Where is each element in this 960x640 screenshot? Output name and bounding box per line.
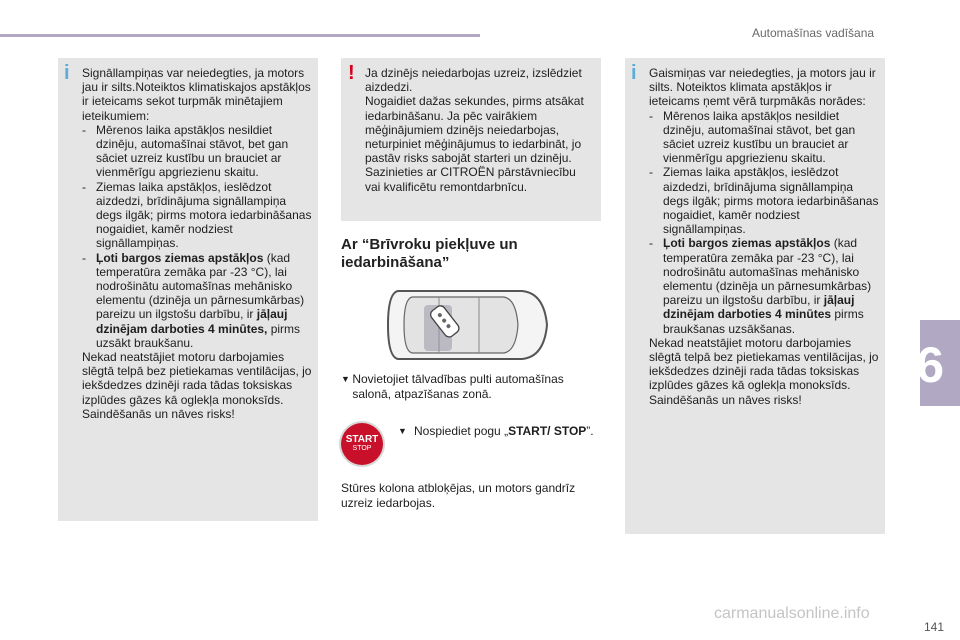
list-item: - Ziemas laika apstākļos, ieslēdzot aizdedzi, brīdinājuma signāllampiņa degs ilgāk; pirms motora iedarbināšanas nogaidiet, kamēr nodziest signāllampiņas. [649,165,879,237]
warning-box [341,58,601,221]
warning-line: Sazinieties ar CITROËN pārstāvniecību vai kvalificētu remontdarbnīcu. [365,165,576,194]
stop-label: STOP [352,445,372,452]
arrow-bullet-icon: ▼ [341,374,350,384]
intro-text: Gaismiņas var neiedegties, ja motors jau ir silts. Noteiktos klimata apstākļos ir ieteicams ņemt vērā turpmākās norādes: [649,66,876,109]
info-icon: i [631,62,637,84]
start-stop-button-icon [341,423,383,465]
section-title: Automašīnas vadīšana [752,26,875,40]
page-number: 141 [923,620,944,634]
list-item: - Ziemas laika apstākļos, ieslēdzot aizdedzi, brīdinājuma signāllampiņa degs ilgāk; pirms motora iedarbināšanas nogaidiet, kamēr nodziest signāllampiņas. [82,179,312,251]
step-1: ▼ Novietojiet tālvadības pulti automašīnas salonā, atpazīšanas zonā. [341,372,564,401]
header-bar [0,34,480,37]
intro-text: Signāllampiņas var neiedegties, ja motors jau ir silts.Noteiktos klimatiskajos apstākļos ir ieteicams sekot turpmāk minētajiem ieteikumiem: [82,66,311,123]
info-box-left [58,58,318,521]
info-box-right [625,58,885,534]
step-2: ▼ Nospiediet pogu „START/ STOP”. [398,424,594,438]
info-icon: i [64,62,70,84]
list-item: - Ļoti bargos ziemas apstākļos (kad temperatūra zemāka par -23 °C), lai nodrošinātu automašīnas mehānisko elementu (dzinēja un pārnesumkārbas) pareizu un ilgstošu darbību, ir jāļauj dzinējam darboties 4 minūtes, pirms uzsākt braukšanu. [82,250,305,350]
arrow-bullet-icon: ▼ [398,426,407,436]
watermark: carmanualsonline.info [714,605,870,622]
warning-note: Nekad neatstājiet motoru darbojamies slēgtā telpā bez pietiekamas ventilācijas, jo iekšdedzes dzinēji rada tādas toksiskas izplūdes gāzes kā oglekļa monoksīds. Saindēšanās un nāves risks! [82,350,312,421]
warning-line: Ja dzinējs neiedarbojas uzreiz, izslēdziet aizdedzi. [365,66,582,95]
list-item: - Ļoti bargos ziemas apstākļos (kad temperatūra zemāka par -23 °C), lai nodrošinātu automašīnas mehānisko elementu (dzinēja un pārnesumkārbas) pareizu un ilgstošu darbību, ir jāļauj dzinējam darboties 4 minūtes pirms braukšanas uzsākšanas. [649,236,872,336]
result-text: Stūres kolona atbloķējas, un motors gandrīz uzreiz iedarbojas. [341,481,576,510]
list-item: - Mērenos laika apstākļos nesildiet dzinēju, automašīnai stāvot, bet gan sāciet uzreiz kustību un brauciet ar vienmērīgu apgriezienu skaitu. [82,122,289,180]
list-item: - Mērenos laika apstākļos nesildiet dzinēju, automašīnai stāvot, bet gan sāciet uzreiz kustību un brauciet ar vienmērīgu apgriezienu skaitu. [649,108,856,166]
car-topview-illustration [384,285,552,365]
warning-line: Nogaidiet dažas sekundes, pirms atsākat iedarbināšanu. Ja pēc vairākiem mēģinājumiem dzinējs neiedarbojas, neturpiniet mēģinājumus to iedarbināt, jo pastāv risks sabojāt starteri un dzinēju. [365,94,584,166]
exclamation-icon: ! [348,62,355,84]
start-label: START [345,434,379,445]
section-heading: Ar “Brīvroku piekļuve un iedarbināšana” [341,236,518,271]
chapter-number: 6 [916,337,944,393]
warning-note: Nekad neatstājiet motoru darbojamies slēgtā telpā bez pietiekamas ventilācijas, jo iekšdedzes dzinēji rada tādas toksiskas izplūdes gāzes kā oglekļa monoksīds. Saindēšanās un nāves risks! [649,335,879,407]
